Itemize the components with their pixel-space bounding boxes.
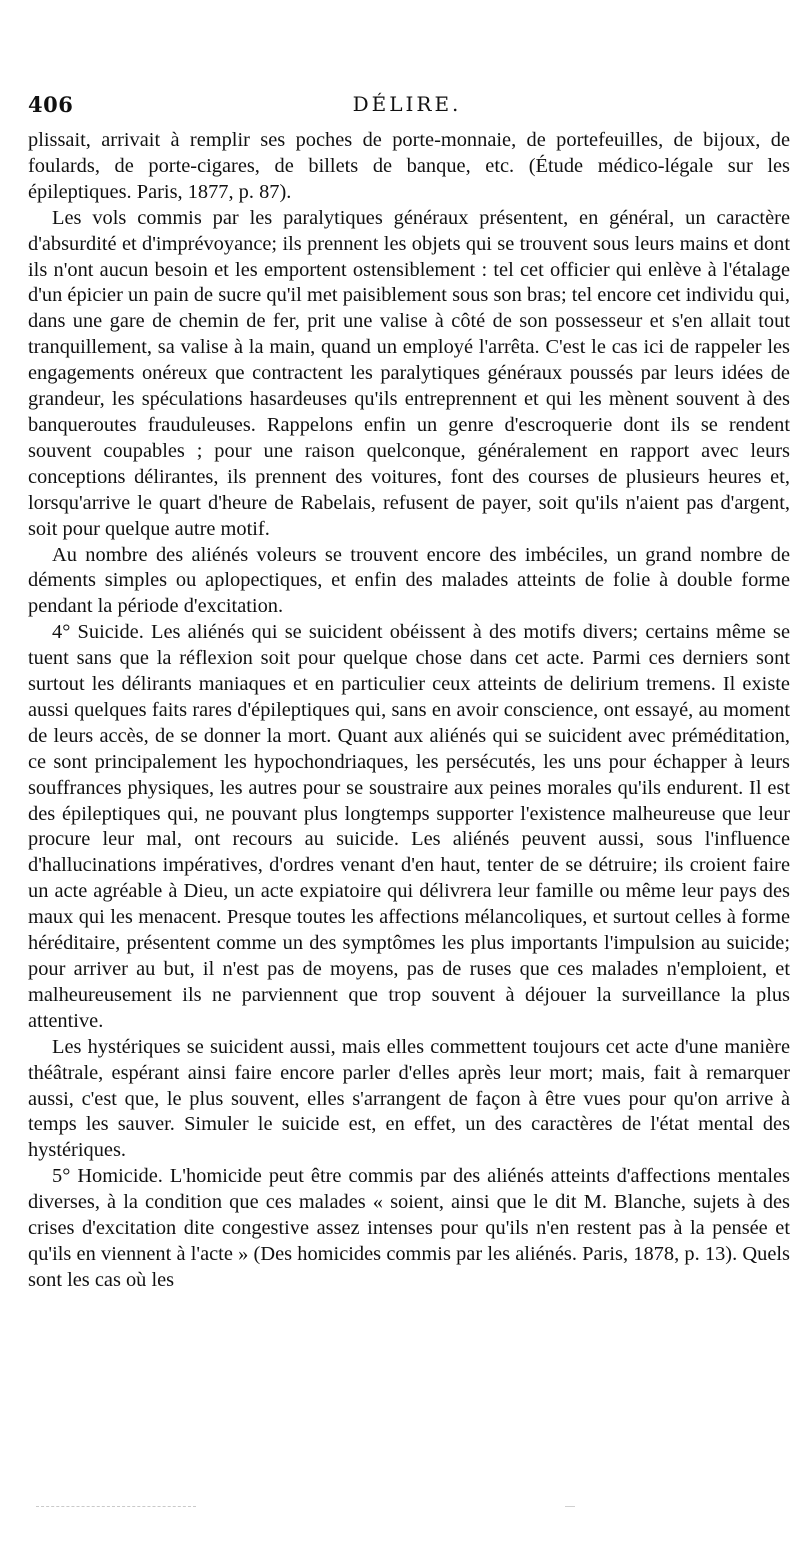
paragraph-hysterics: Les hystériques se suicident aussi, mais elles commettent toujours cet acte d'une manière théâtrale, espérant ainsi faire encore parler d'elles après leur mort; mais, fait à remarquer aussi, c'est que, le plus souvent, elles s'arrangent de façon à être vues pour qu'on arrive à temps les sauver. Simuler le suicide est, en effet, un des caractères de l'état mental des hystériques. [28,1035,790,1162]
paragraph-suicide: 4° Suicide. Les aliénés qui se suicident obéissent à des motifs divers; certains même se tuent sans que la réflexion soit pour quelque chose dans cet acte. Parmi ces derniers sont surtout les délirants maniaques et en particulier ceux atteints de delirium tremens. Il existe aussi quelques faits rares d'épileptiques qui, sans en avoir conscience, ont essayé, au moment de leurs accès, de se donner la mort. Quant aux aliénés qui se suicident avec préméditation, ce sont principalement les hypochondriaques, les persécutés, les uns pour échapper à leurs souffrances physiques, les autres pour se soustraire aux peines morales qu'ils endurent. Il est des épileptiques qui, ne pouvant plus longtemps supporter l'existence malheureuse que leur procure leur mal, ont recours au suicide. Les aliénés peuvent aussi, sous l'influence d'hallucinations impératives, d'ordres venant d'en haut, tenter de se détruire; ils croient faire un acte agréable à Dieu, un acte expiatoire qui délivrera leur famille ou même leur pays des maux qui les menacent. Presque toutes les affections mélancoliques, et surtout celles à forme héréditaire, présentent comme un des symptômes les plus importants l'impulsion au suicide; pour arriver au but, il n'est pas de moyens, pas de ruses que ces malades n'emploient, et malheureusement ils ne parviennent que trop souvent à déjouer la surveillance la plus attentive. [28,621,790,1032]
paragraph-insane-thieves: Au nombre des aliénés voleurs se trouvent encore des imbéciles, un grand nombre de déments simples ou aplopectiques, et enfin des malades atteints de folie à double forme pendant la période d'excitation. [28,543,790,618]
body-text [28,128,790,1294]
paragraph-continuation: plissait, arrivait à remplir ses poches de porte-monnaie, de portefeuilles, de bijoux, de foulards, de porte-cigares, de billets de banque, etc. (Étude médico-légale sur les épileptiques. Paris, 1877, p. 87). [28,129,790,203]
paragraph-homicide: 5° Homicide. L'homicide peut être commis par des aliénés atteints d'affections mentales diverses, à la condition que ces malades « soient, ainsi que le dit M. Blanche, sujets à des crises d'excitation dite congestive assez intenses pour qu'ils n'en restent pas à la pensée et qu'ils en viennent à l'acte » (Des homicides commis par les aliénés. Paris, 1878, p. 13). Quels sont les cas où les [28,1165,790,1291]
paragraph-paralytic-thefts: Les vols commis par les paralytiques généraux présentent, en général, un caractère d'absurdité et d'imprévoyance; ils prennent les objets qui se trouvent sous leurs mains et dont ils n'ont aucun besoin et les emportent ostensiblement : tel cet officier qui enlève à l'étalage d'un épicier un pain de sucre qu'il met paisiblement sous son bras; tel encore cet individu qui, dans une gare de chemin de fer, prit une valise à côté de son possesseur et s'en allait tout tranquillement, sa valise à la main, quand un employé l'arrêta. C'est le cas ici de rappeler les engagements onéreux que contractent les paralytiques généraux poussés par leurs idées de grandeur, les spéculations hasardeuses qu'ils entreprennent et qui les mènent souvent à des banqueroutes frauduleuses. Rappelons enfin un genre d'escroquerie dont ils se rendent souvent coupables ; pour une raison quelconque, généralement en rapport avec leurs conceptions délirantes, ils prennent des voitures, font des courses de plusieurs heures et, lorsqu'arrive le quart d'heure de Rabelais, refusent de payer, soit qu'ils n'aient pas d'argent, soit pour quelque autre motif. [28,206,790,540]
running-title: DÉLIRE. [352,92,462,116]
page-header [28,92,786,128]
footer-scan-mark [565,1506,575,1507]
page-number: 406 [28,92,74,117]
footer-scan-marks [36,1506,196,1507]
